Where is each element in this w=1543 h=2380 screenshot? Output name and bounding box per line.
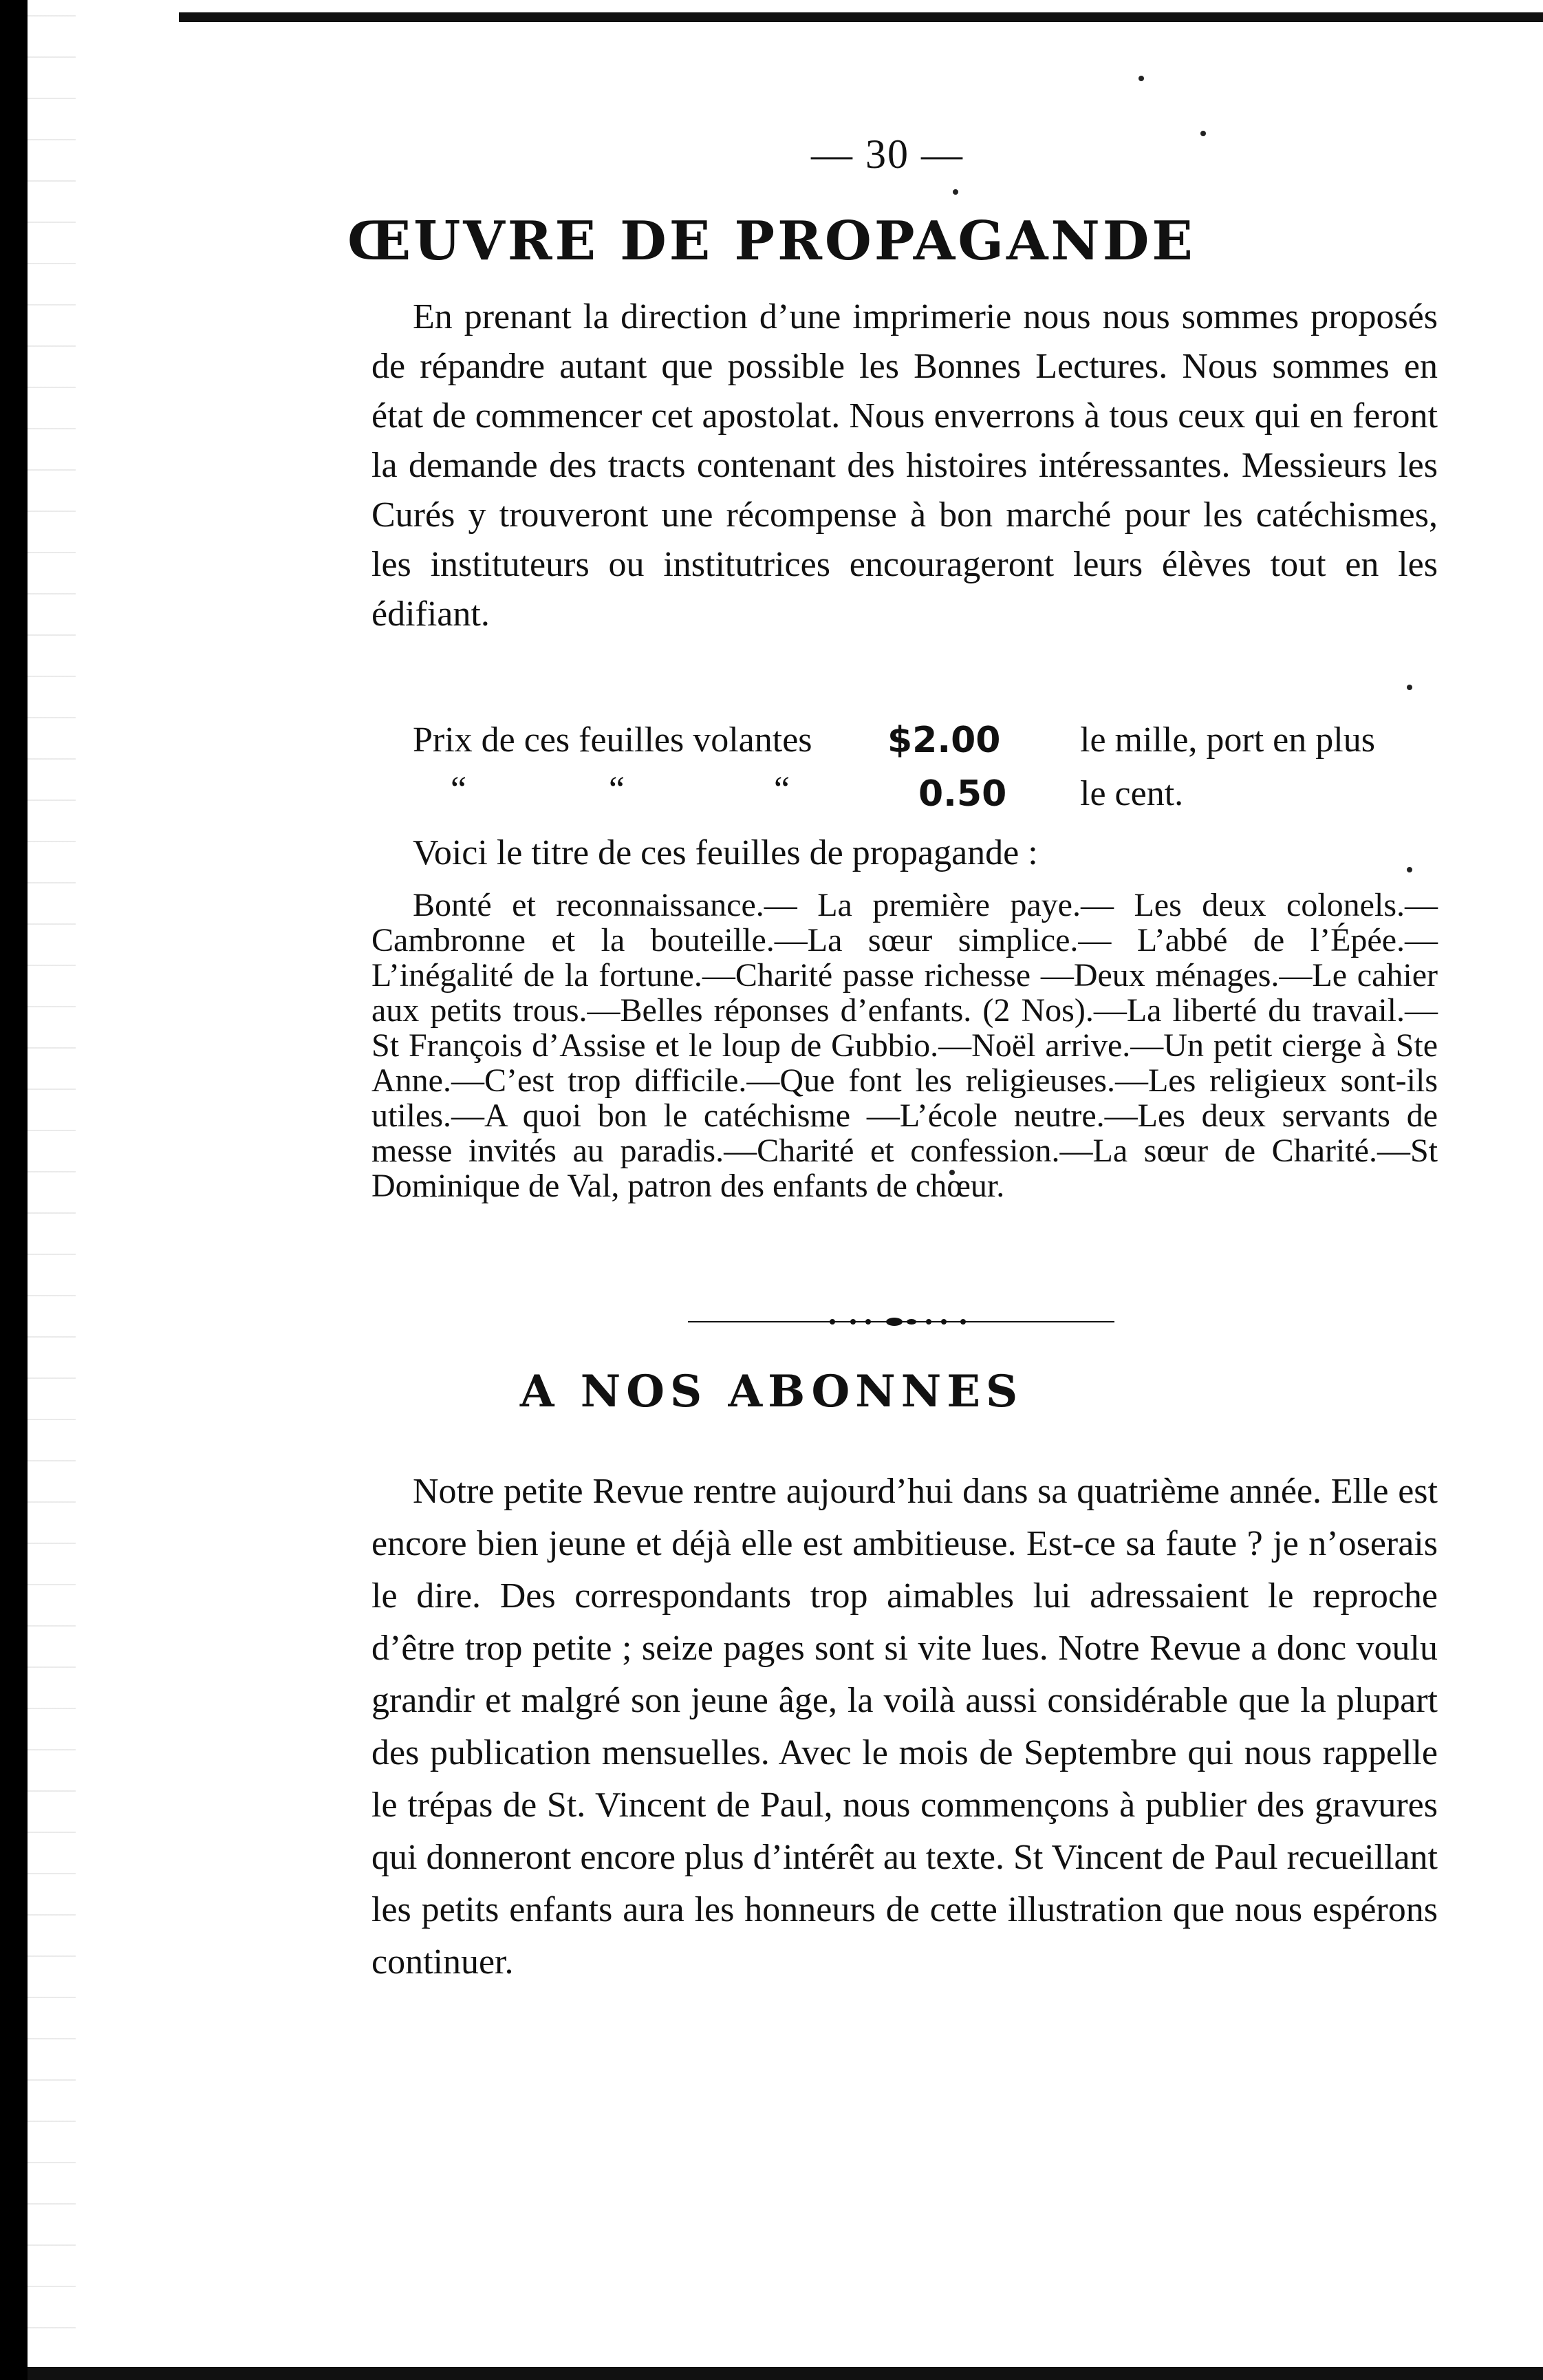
abonnes-paragraph: Notre petite Revue rentre aujourd’hui dans sa quatrième année. Elle est encore bien jeune et déjà elle est ambitieuse. Est-ce sa faute ? je n’oserais le dire. Des correspondants trop aimables lui adressaient le reproche d’être trop petite ; seize pages sont si vite lues. Notre Revue a donc voulu grandir et malgré son jeune âge, la voilà aussi considérable que la plupart des publication mensuelles. Avec le mois de Septembre qui nous rappelle le trépas de St. Vincent de Paul, nous commençons à publier des gravures qui donneront encore plus d’intérêt au texte. St Vincent de Paul recueillant les petits enfants aura les honneurs de cette illustration que nous espérons continuer. xyxy=(371,1472,1438,1982)
scan-border-top xyxy=(179,12,1543,22)
price-per-hundred: 0.50 xyxy=(918,773,1007,815)
section-title-abonnes: A NOS ABONNES xyxy=(519,1366,1024,1417)
propagande-paragraph: En prenant la direction d’une imprimerie nous nous sommes proposés de répandre autant que possible les Bonnes Lectures. Nous sommes en état de commencer cet apostolat. Nous enverrons à tous ceux qui en feront la demande des tracts contenant des histoires intéressantes. Messieurs les Curés y trouveront une récompense à bon marché pour les catéchismes, les instituteurs ou institutrices encourageront leurs élèves tout en les édifiant. xyxy=(371,297,1438,634)
price-label: Prix de ces feuilles volantes xyxy=(413,720,812,760)
scan-gutter-noise xyxy=(28,0,76,2380)
scan-border-left xyxy=(0,0,28,2380)
scan-border-bottom xyxy=(28,2367,1543,2380)
price-per-thousand-unit: le mille, port en plus xyxy=(1080,720,1375,760)
ditto-mark: “ xyxy=(609,770,625,809)
price-per-thousand: $2.00 xyxy=(887,720,1001,761)
titles-list-intro: Voici le titre de ces feuilles de propagande : xyxy=(413,833,1038,872)
page-number: — 30 — xyxy=(811,131,964,177)
ditto-mark: “ xyxy=(774,770,790,809)
price-per-hundred-unit: le cent. xyxy=(1080,774,1184,813)
ditto-mark: “ xyxy=(451,770,467,809)
tract-titles-list: Bonté et reconnaissance.— La première paye.— Les deux colonels.—Cambronne et la bouteille.—La sœur simplice.— L’abbé de l’Épée.—L’inégalité de la fortune.—Charité passe richesse —Deux ménages.—Le cahier aux petits trous.—Belles réponses d’enfants. (2 Nos).—La liberté du travail.—St François d’Assise et le loup de Gubbio.—Noël arrive.—Un petit cierge à Ste Anne.—C’est trop difficile.—Que font les religieuses.—Les religieux sont-ils utiles.—A quoi bon le catéchisme —L’école neutre.—Les deux servants de messe invités au paradis.—Charité et confession.—La sœur de Charité.—St Dominique de Val, patron des enfants de chœur. xyxy=(371,887,1438,1204)
section-title-propagande: ŒUVRE DE PROPAGANDE xyxy=(347,210,1196,272)
ornamental-divider xyxy=(688,1317,1114,1327)
